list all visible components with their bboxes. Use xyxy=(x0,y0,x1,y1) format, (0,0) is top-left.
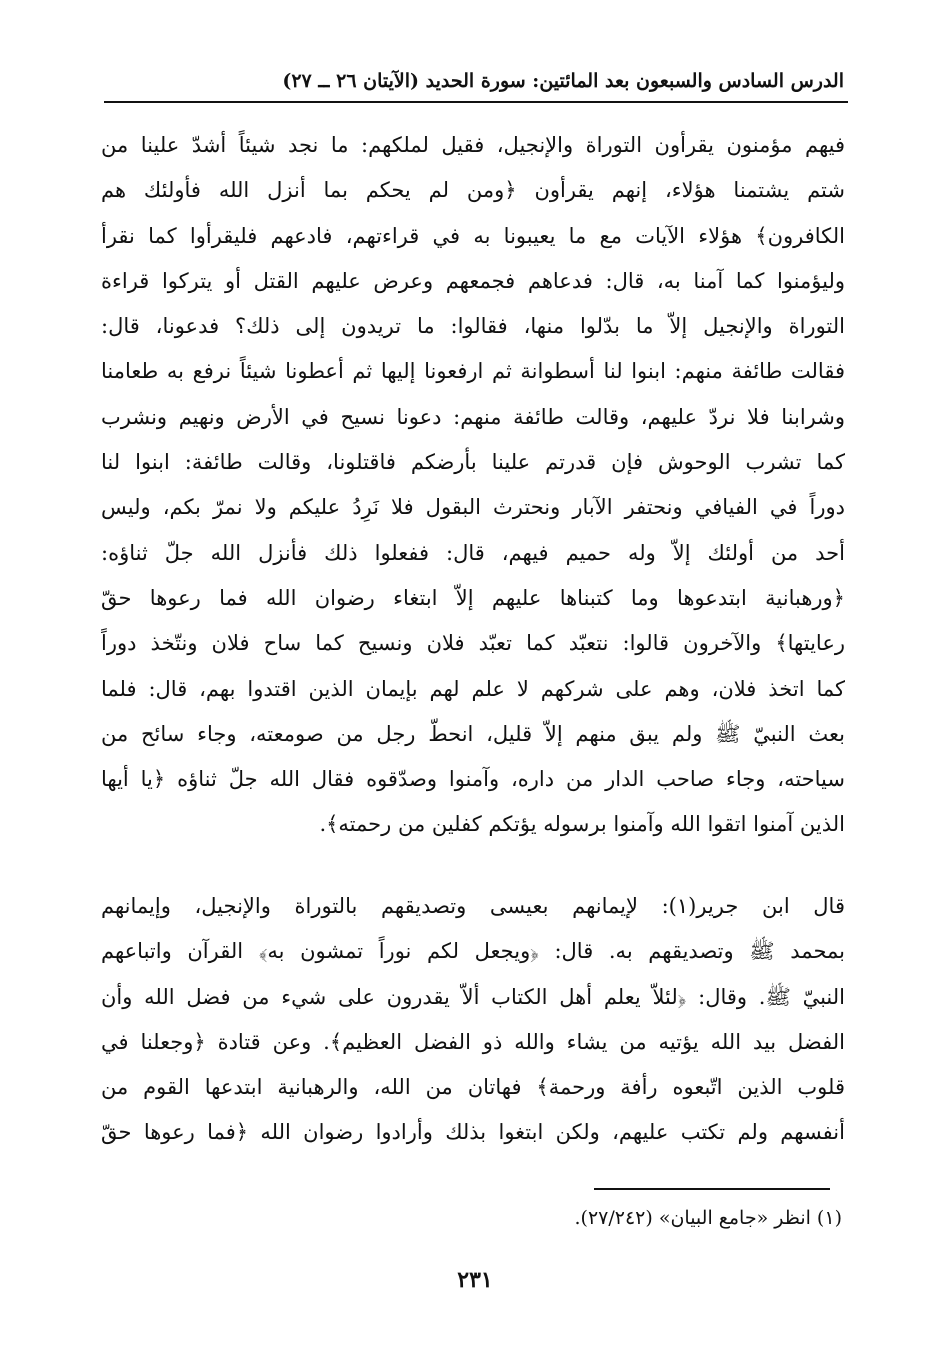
footnote: (١) انظر «جامع البيان» (٢٧/٢٤٢). xyxy=(574,1207,842,1229)
text-line: رعايتها﴾ والآخرون قالوا: نتعبّد كما تعبّد فلان ونسيح كما ساح فلان ونتّخذ دوراً xyxy=(101,631,845,656)
paragraph-2 xyxy=(101,884,845,1156)
text-line: فيهم مؤمنون يقرأون التوراة والإنجيل، فقيل لملكهم: ما نجد شيئاً أشدّ علينا من xyxy=(101,133,845,157)
text-line: قلوب الذين اتّبعوه رأفة ورحمة﴾ فهاتان من الله، والرهبانية ابتدعها القوم من xyxy=(101,1075,845,1100)
text-line: التوراة والإنجيل إلاّ ما بدّلوا منها، فقالوا: ما تريدون إلى ذلك؟ فدعونا، قال: xyxy=(101,314,845,339)
paragraph-1 xyxy=(101,123,845,848)
text-line: الذين آمنوا اتقوا الله وآمنوا برسوله يؤتكم كفلين من رحمته﴾. xyxy=(319,812,845,837)
page-number: ٢٣١ xyxy=(457,1267,493,1293)
text-line: فقالت طائفة منهم: ابنوا لنا أسطوانة ثم ارفعونا إليها ثم أعطونا شيئاً نرفع به طعامنا xyxy=(101,359,845,384)
text-line: أنفسهم ولم تكتب عليهم، ولكن ابتغوا بذلك وأرادوا رضوان الله ﴿فما رعوها حقّ xyxy=(101,1120,845,1145)
text-line: كما تشرب الوحوش فإن قدرتم علينا بأرضكم فاقتلونا، وقالت طائفة: ابنوا لنا xyxy=(101,450,845,475)
text-line: سياحته، وجاء صاحب الدار من داره، وآمنوا وصدّقوه فقال الله جلّ ثناؤه ﴿يا أيها xyxy=(101,767,845,792)
text-line: بعث النبيّ ﷺ ولم يبق منهم إلاّ قليل، انحطّ رجل من صومعته، وجاء سائح من xyxy=(101,721,845,746)
text-line: كما اتخذ فلان، وهم على شركهم لا علم لهم بإيمان الذين اقتدوا بهم، قال: فلما xyxy=(101,676,845,701)
text-line: شتم يشتمنا هؤلاء، إنهم يقرأون ﴿ومن لم يحكم بما أنزل الله فأولئك هم xyxy=(101,178,845,203)
text-line: دوراً في الفيافي ونحتفر الآبار ونحترث البقول فلا نَرِدُ عليكم ولا نمرّ بكم، وليس xyxy=(101,495,845,520)
running-header: الدرس السادس والسبعون بعد المائتين: سورة الحديد (الآيتان ٢٦ ــ ٢٧) xyxy=(282,70,844,92)
text-line: أحد من أولئك إلاّ وله حميم فيهم، قال: ففعلوا ذلك فأنزل الله جلّ ثناؤه: xyxy=(101,540,845,565)
text-line: وليؤمنوا كما آمنا به، قال: فدعاهم فجمعهم وعرض عليهم القتل أو يتركوا قراءة xyxy=(101,268,845,293)
text-line: ﴿ورهبانية ابتدعوها وما كتبناها عليهم إلاّ ابتغاء رضوان الله فما رعوها حقّ xyxy=(101,585,845,610)
text-line: بمحمد ﷺ وتصديقهم به. قال: ﴿ويجعل لكم نوراً تمشون به﴾ القرآن واتباعهم xyxy=(101,939,845,964)
text-line: وشرابنا فلا نردّ عليهم، وقالت طائفة منهم: دعونا نسيح في الأرض ونهيم ونشرب xyxy=(101,404,845,429)
text-line: الفضل بيد الله يؤتيه من يشاء والله ذو الفضل العظيم﴾. وعن قتادة ﴿وجعلنا في xyxy=(101,1029,845,1054)
footnote-divider xyxy=(594,1188,830,1190)
text-line: النبيّ ﷺ. وقال: ﴿لئلاّ يعلم أهل الكتاب ألاّ يقدرون على شيء من فضل الله وأن xyxy=(101,984,845,1009)
header-divider xyxy=(104,101,848,103)
text-line: قال ابن جرير(١): لإيمانهم بعيسى وتصديقهم بالتوراة والإنجيل، وإيمانهم xyxy=(101,894,845,918)
text-line: الكافرون﴾ هؤلاء الآيات مع ما يعيبونا به في قراءتهم، فادعهم فليقرأوا كما نقرأ xyxy=(101,223,845,248)
